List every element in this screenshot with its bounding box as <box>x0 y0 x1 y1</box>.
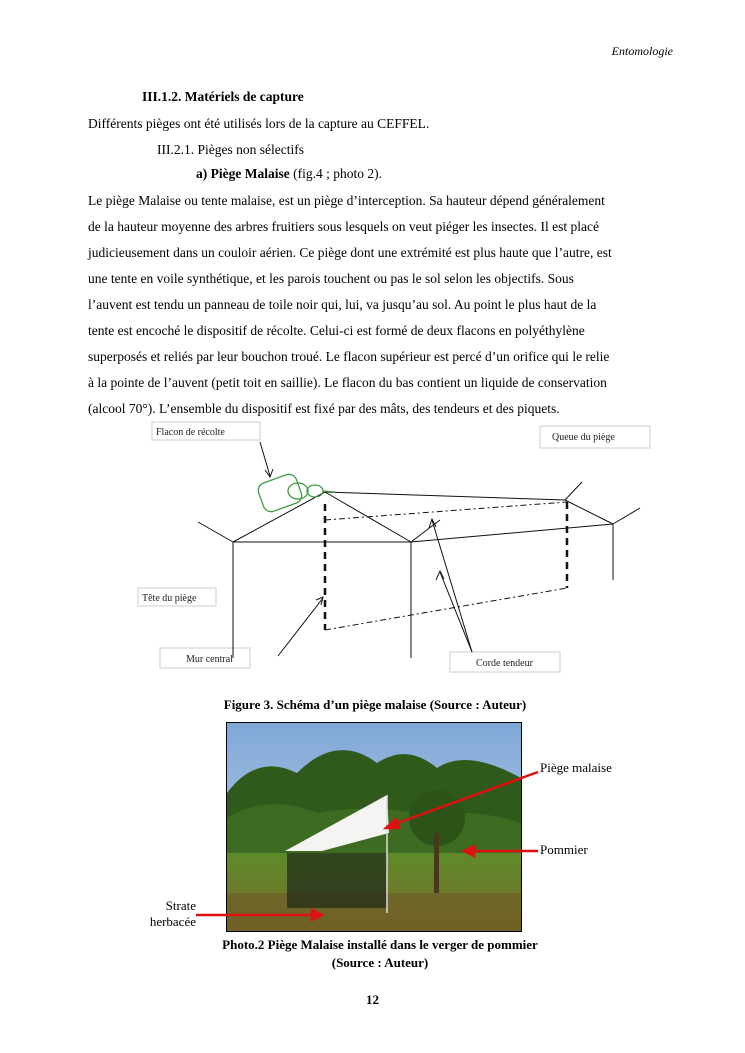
label-strate-line1: Strate <box>165 898 196 913</box>
photo-caption-line2: (Source : Auteur) <box>331 955 429 970</box>
label-strate-line2: herbacée <box>149 914 196 929</box>
label-flacon: Flacon de récolte <box>156 427 225 438</box>
photo-arrows <box>140 722 540 932</box>
label-queue: Queue du piège <box>552 432 615 443</box>
malaise-trap-diagram <box>120 420 680 680</box>
body-line: tente est encoché le dispositif de récolte. Celui-ci est formé de deux flacons en polyéthylène <box>88 323 585 338</box>
section-heading: III.1.2. Matériels de capture <box>142 89 304 104</box>
body-line: Le piège Malaise ou tente malaise, est un piège d’interception. Sa hauteur dépend généralement <box>88 193 605 208</box>
label-strate <box>140 898 196 930</box>
item-label: a) Piège Malaise <box>196 166 290 181</box>
photo-2-caption <box>180 936 580 972</box>
item-reference: (fig.4 ; photo 2). <box>289 166 382 181</box>
label-mur: Mur central <box>186 654 233 665</box>
body-paragraph <box>88 188 673 422</box>
page-number: 12 <box>366 992 379 1007</box>
figure-3-schematic <box>120 420 680 680</box>
item-heading <box>196 166 382 182</box>
intro-paragraph: Différents pièges ont été utilisés lors de la capture au CEFFEL. <box>88 116 430 131</box>
body-line: de la hauteur moyenne des arbres fruitiers sous lesquels on veut piéger les insectes. Il est placé <box>88 219 599 234</box>
label-piege-malaise: Piège malaise <box>540 760 612 775</box>
running-header: Entomologie <box>611 44 673 58</box>
subsection-heading: III.2.1. Pièges non sélectifs <box>157 142 304 157</box>
body-line: une tente en voile synthétique, et les parois touchent ou pas le sol selon les objectifs. Sous <box>88 271 574 286</box>
body-line: à la pointe de l’auvent (petit toit en saillie). Le flacon du bas contient un liquide de conservation <box>88 375 607 390</box>
body-line: (alcool 70°). L’ensemble du dispositif est fixé par des mâts, des tendeurs et des piquets. <box>88 401 560 416</box>
body-line: judicieusement dans un couloir aérien. Ce piège dont une extrémité est plus haute que l’autre, est <box>88 245 612 260</box>
label-corde: Corde tendeur <box>476 658 533 669</box>
label-pommier: Pommier <box>540 842 588 857</box>
figure-3-caption: Figure 3. Schéma d’un piège malaise (Source : Auteur) <box>223 697 527 712</box>
body-line: superposés et reliés par leur bouchon troué. Le flacon supérieur est percé d’un orifice qui le relie <box>88 349 610 364</box>
label-tete: Tête du piège <box>142 593 197 604</box>
photo-caption-line1: Photo.2 Piège Malaise installé dans le verger de pommier <box>222 937 538 952</box>
body-line: l’auvent est tendu un panneau de toile noir qui, lui, va jusqu’au sol. Au point le plus haut de la <box>88 297 597 312</box>
